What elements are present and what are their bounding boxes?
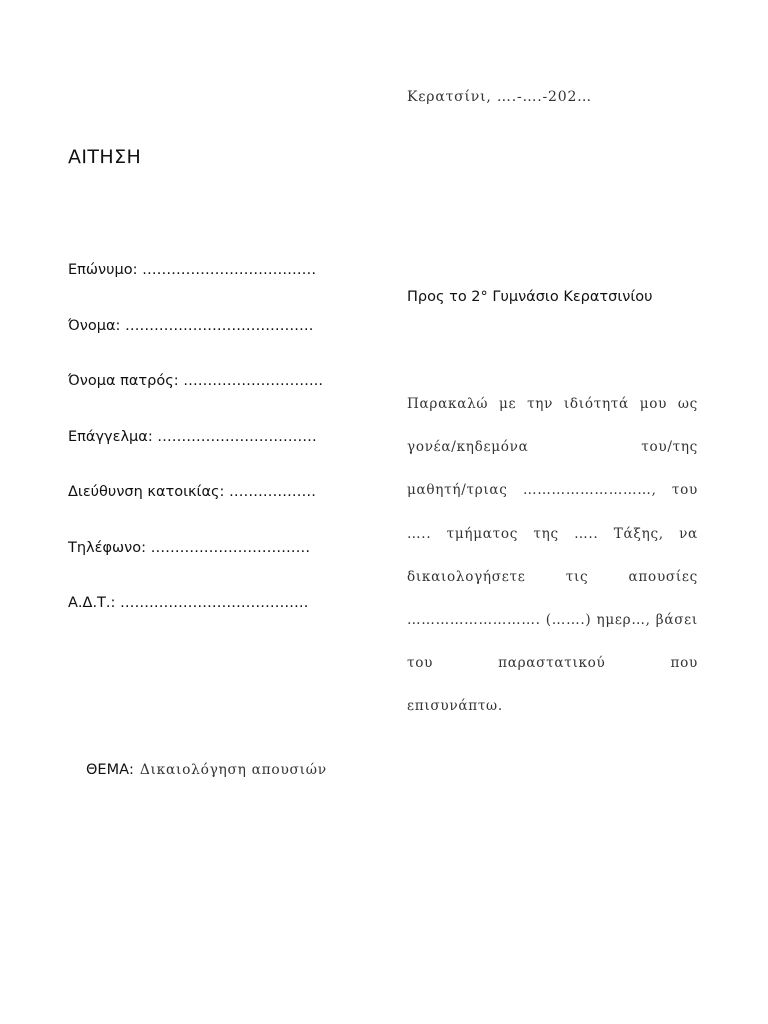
- body-word: που: [670, 655, 698, 672]
- body-word: γονέα/κηδεμόνα: [407, 439, 529, 456]
- body-word: την: [527, 396, 554, 412]
- subject-line: [86, 762, 327, 779]
- body-line: [407, 526, 698, 569]
- body-word: τμήματος: [446, 525, 519, 542]
- document-title: ΑΙΤΗΣΗ: [68, 146, 142, 168]
- surname-field: Επώνυμο: ………………………………: [68, 262, 317, 278]
- body-word: του/της: [641, 439, 698, 456]
- body-word: παραστατικού: [498, 655, 606, 672]
- body-word: …..: [407, 525, 432, 542]
- body-word: ……………………….: [407, 611, 541, 628]
- body-word: ως: [677, 396, 698, 412]
- subject-value: Δικαιολόγηση απουσιών: [139, 762, 327, 778]
- body-word: δικαιολογήσετε: [407, 568, 526, 585]
- father-name-field: Όνομα πατρός: ………………………..: [68, 373, 323, 389]
- body-word: με: [498, 396, 517, 412]
- body-word: μου: [639, 396, 668, 412]
- body-word: ιδιότητά: [563, 396, 629, 412]
- body-word: Παρακαλώ: [407, 396, 489, 412]
- address-field: Διεύθυνση κατοικίας: ………………: [68, 484, 317, 500]
- body-word: ημερ…,: [596, 611, 651, 628]
- occupation-field: Επάγγελμα: ……………………………: [68, 429, 317, 445]
- body-word: …..: [574, 525, 599, 542]
- body-word: μαθητή/τριας: [407, 482, 508, 499]
- body-word: (…….): [545, 611, 592, 628]
- body-word: βάσει: [655, 611, 698, 628]
- request-body: [407, 396, 698, 742]
- body-line: [407, 439, 698, 482]
- body-line: [407, 396, 698, 439]
- body-line: [407, 612, 698, 655]
- recipient: Προς το 2° Γυμνάσιο Κερατσινίου: [407, 289, 653, 305]
- body-word: Τάξης,: [613, 525, 664, 542]
- body-word: του: [671, 482, 698, 499]
- body-word: να: [679, 525, 698, 542]
- first-name-field: Όνομα: …………………………………: [68, 318, 314, 334]
- date-line: Κερατσίνι, ….-….-202…: [407, 89, 592, 105]
- body-word: επισυνάπτω.: [407, 698, 503, 715]
- body-word: απουσίες: [628, 568, 698, 585]
- phone-field: Τηλέφωνο: ……………………………: [68, 540, 311, 556]
- id-card-field: Α.Δ.Τ.: …………………………………: [68, 595, 309, 611]
- body-word: της: [533, 525, 559, 542]
- body-line: [407, 482, 698, 525]
- body-word: ………………………,: [522, 482, 657, 499]
- body-word: τις: [565, 568, 589, 585]
- body-line: [407, 655, 698, 698]
- body-word: του: [407, 655, 434, 672]
- body-line: [407, 698, 698, 741]
- body-line: [407, 569, 698, 612]
- subject-label: ΘΕΜΑ:: [86, 762, 134, 778]
